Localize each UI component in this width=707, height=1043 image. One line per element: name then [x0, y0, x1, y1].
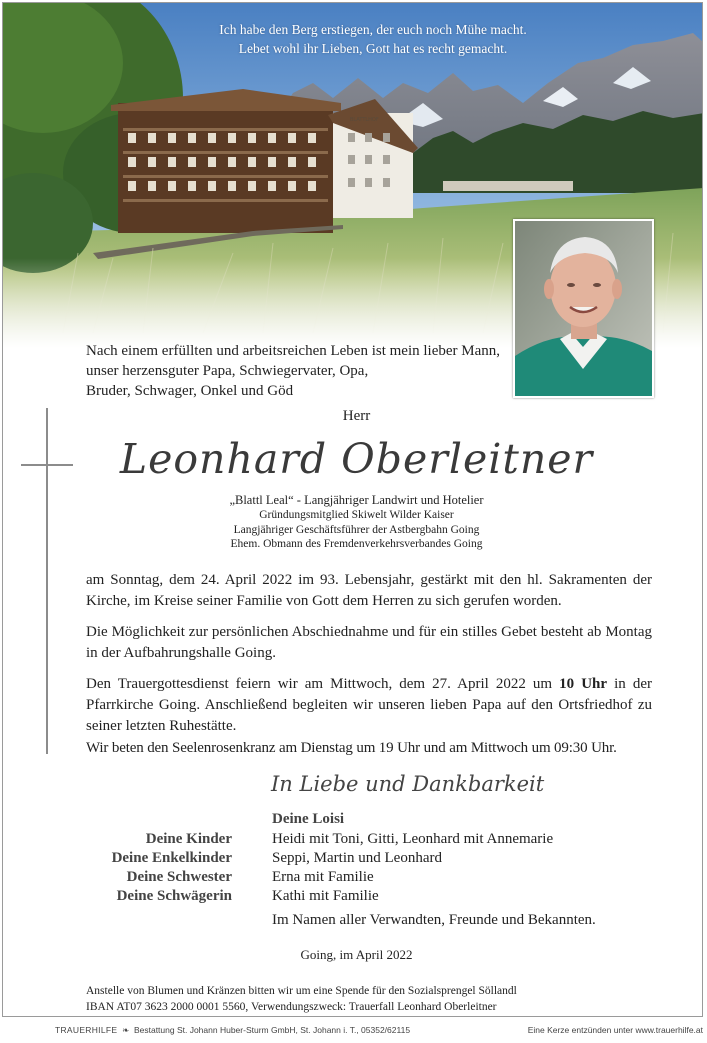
hotel-sign: BLATTLHOF [350, 117, 379, 123]
farewell-paragraph: Die Möglichkeit zur persönlichen Abschiednahme und für ein stilles Gebet besteht ab Montag in der Aufbahrungshalle Going. [86, 624, 652, 661]
intro-text [86, 341, 506, 401]
candle-link[interactable]: Eine Kerze entzünden unter www.trauerhilfe.at [527, 1025, 703, 1035]
obituary-card [2, 2, 703, 1017]
thanks-heading: In Liebe und Dankbarkeit [271, 772, 545, 796]
spouse-name: Deine Loisi [272, 811, 345, 827]
service-text-before: Den Trauergottesdienst feiern wir am Mittwoch, dem 27. April 2022 um [86, 676, 553, 692]
intro-line-1: Nach einem erfüllten und arbeitsreichen Leben ist mein lieber Mann, [86, 343, 501, 359]
intro-line-2: unser herzensguter Papa, Schwiegervater, Opa, [86, 363, 369, 379]
family-row-grandchildren [3, 849, 703, 868]
family-row-names: Erna mit Familie [272, 869, 374, 885]
title-line-4: Ehem. Obmann des Fremdenverkehrsverbandes Going [230, 538, 483, 550]
donation-line-2: IBAN AT07 3623 2000 0001 5560, Verwendungszweck: Trauerfall Leonhard Oberleitner [86, 1001, 497, 1013]
motto-line-2: Lebet wohl ihr Lieben, Gott hat es recht gemacht. [238, 41, 508, 56]
title-line-2: Gründungsmitglied Skiwelt Wilder Kaiser [259, 509, 454, 521]
family-row-label: Deine Schwägerin [116, 888, 232, 904]
funeral-service-paragraph [86, 674, 652, 737]
service-time: 10 Uhr [559, 676, 608, 692]
deceased-titles [3, 493, 703, 552]
intro-line-3: Bruder, Schwager, Onkel und Göd [86, 383, 294, 399]
trauerhilfe-brand: TRAUERHILFE [55, 1025, 118, 1035]
motto-verse [203, 20, 543, 58]
family-row-sister-in-law [3, 887, 703, 906]
family-row-children [3, 830, 703, 849]
family-row-label: Deine Enkelkinder [111, 850, 232, 866]
ribbon-icon: ❧ [119, 1025, 132, 1035]
motto-line-1: Ich habe den Berg erstiegen, der euch noch Mühe macht. [219, 22, 527, 37]
family-row-names: Heidi mit Toni, Gitti, Leonhard mit Annemarie [272, 831, 554, 847]
place-date: Going, im April 2022 [300, 947, 413, 962]
footer-bar [0, 1022, 707, 1040]
donation-notice [86, 983, 517, 1015]
death-announcement: am Sonntag, dem 24. April 2022 im 93. Lebensjahr, gestärkt mit den hl. Sakramenten der Kirche, im Kreise seiner Familie von Gott dem Herren zu sich gerufen worden. [86, 572, 652, 609]
family-row-names: Seppi, Martin und Leonhard [272, 850, 442, 866]
funeral-home-info: Bestattung St. Johann Huber-Sturm GmbH, St. Johann i. T., 05352/62115 [133, 1025, 411, 1035]
title-line-1: „Blattl Leal“ - Langjähriger Landwirt und Hotelier [229, 493, 484, 507]
family-row-names: Kathi mit Familie [272, 888, 379, 904]
donation-line-1: Anstelle von Blumen und Kränzen bitten wir um eine Spende für den Sozialsprengel Söllandl [86, 985, 517, 997]
family-row-label: Deine Kinder [145, 831, 232, 847]
footer-left [55, 1025, 410, 1036]
family-row-sister [3, 868, 703, 887]
family-row-label: Deine Schwester [126, 869, 232, 885]
family-closing-row [3, 911, 703, 930]
salutation: Herr [342, 408, 371, 424]
portrait-photo [513, 219, 654, 398]
rosary-paragraph: Wir beten den Seelenrosenkranz am Dienstag um 19 Uhr und am Mittwoch um 09:30 Uhr. [86, 740, 617, 756]
title-line-3: Langjähriger Geschäftsführer der Astbergbahn Going [233, 523, 480, 536]
family-closing: Im Namen aller Verwandten, Freunde und Bekannten. [272, 912, 596, 928]
service-text-after: in der Pfarrkirche Going. Anschließend begleiten wir unseren lieben Papa auf den Ortsfriedhof zu seiner letzten Ruhestätte. [86, 676, 652, 734]
spouse-row [3, 810, 703, 829]
deceased-name: Leonhard Oberleitner [119, 435, 594, 483]
